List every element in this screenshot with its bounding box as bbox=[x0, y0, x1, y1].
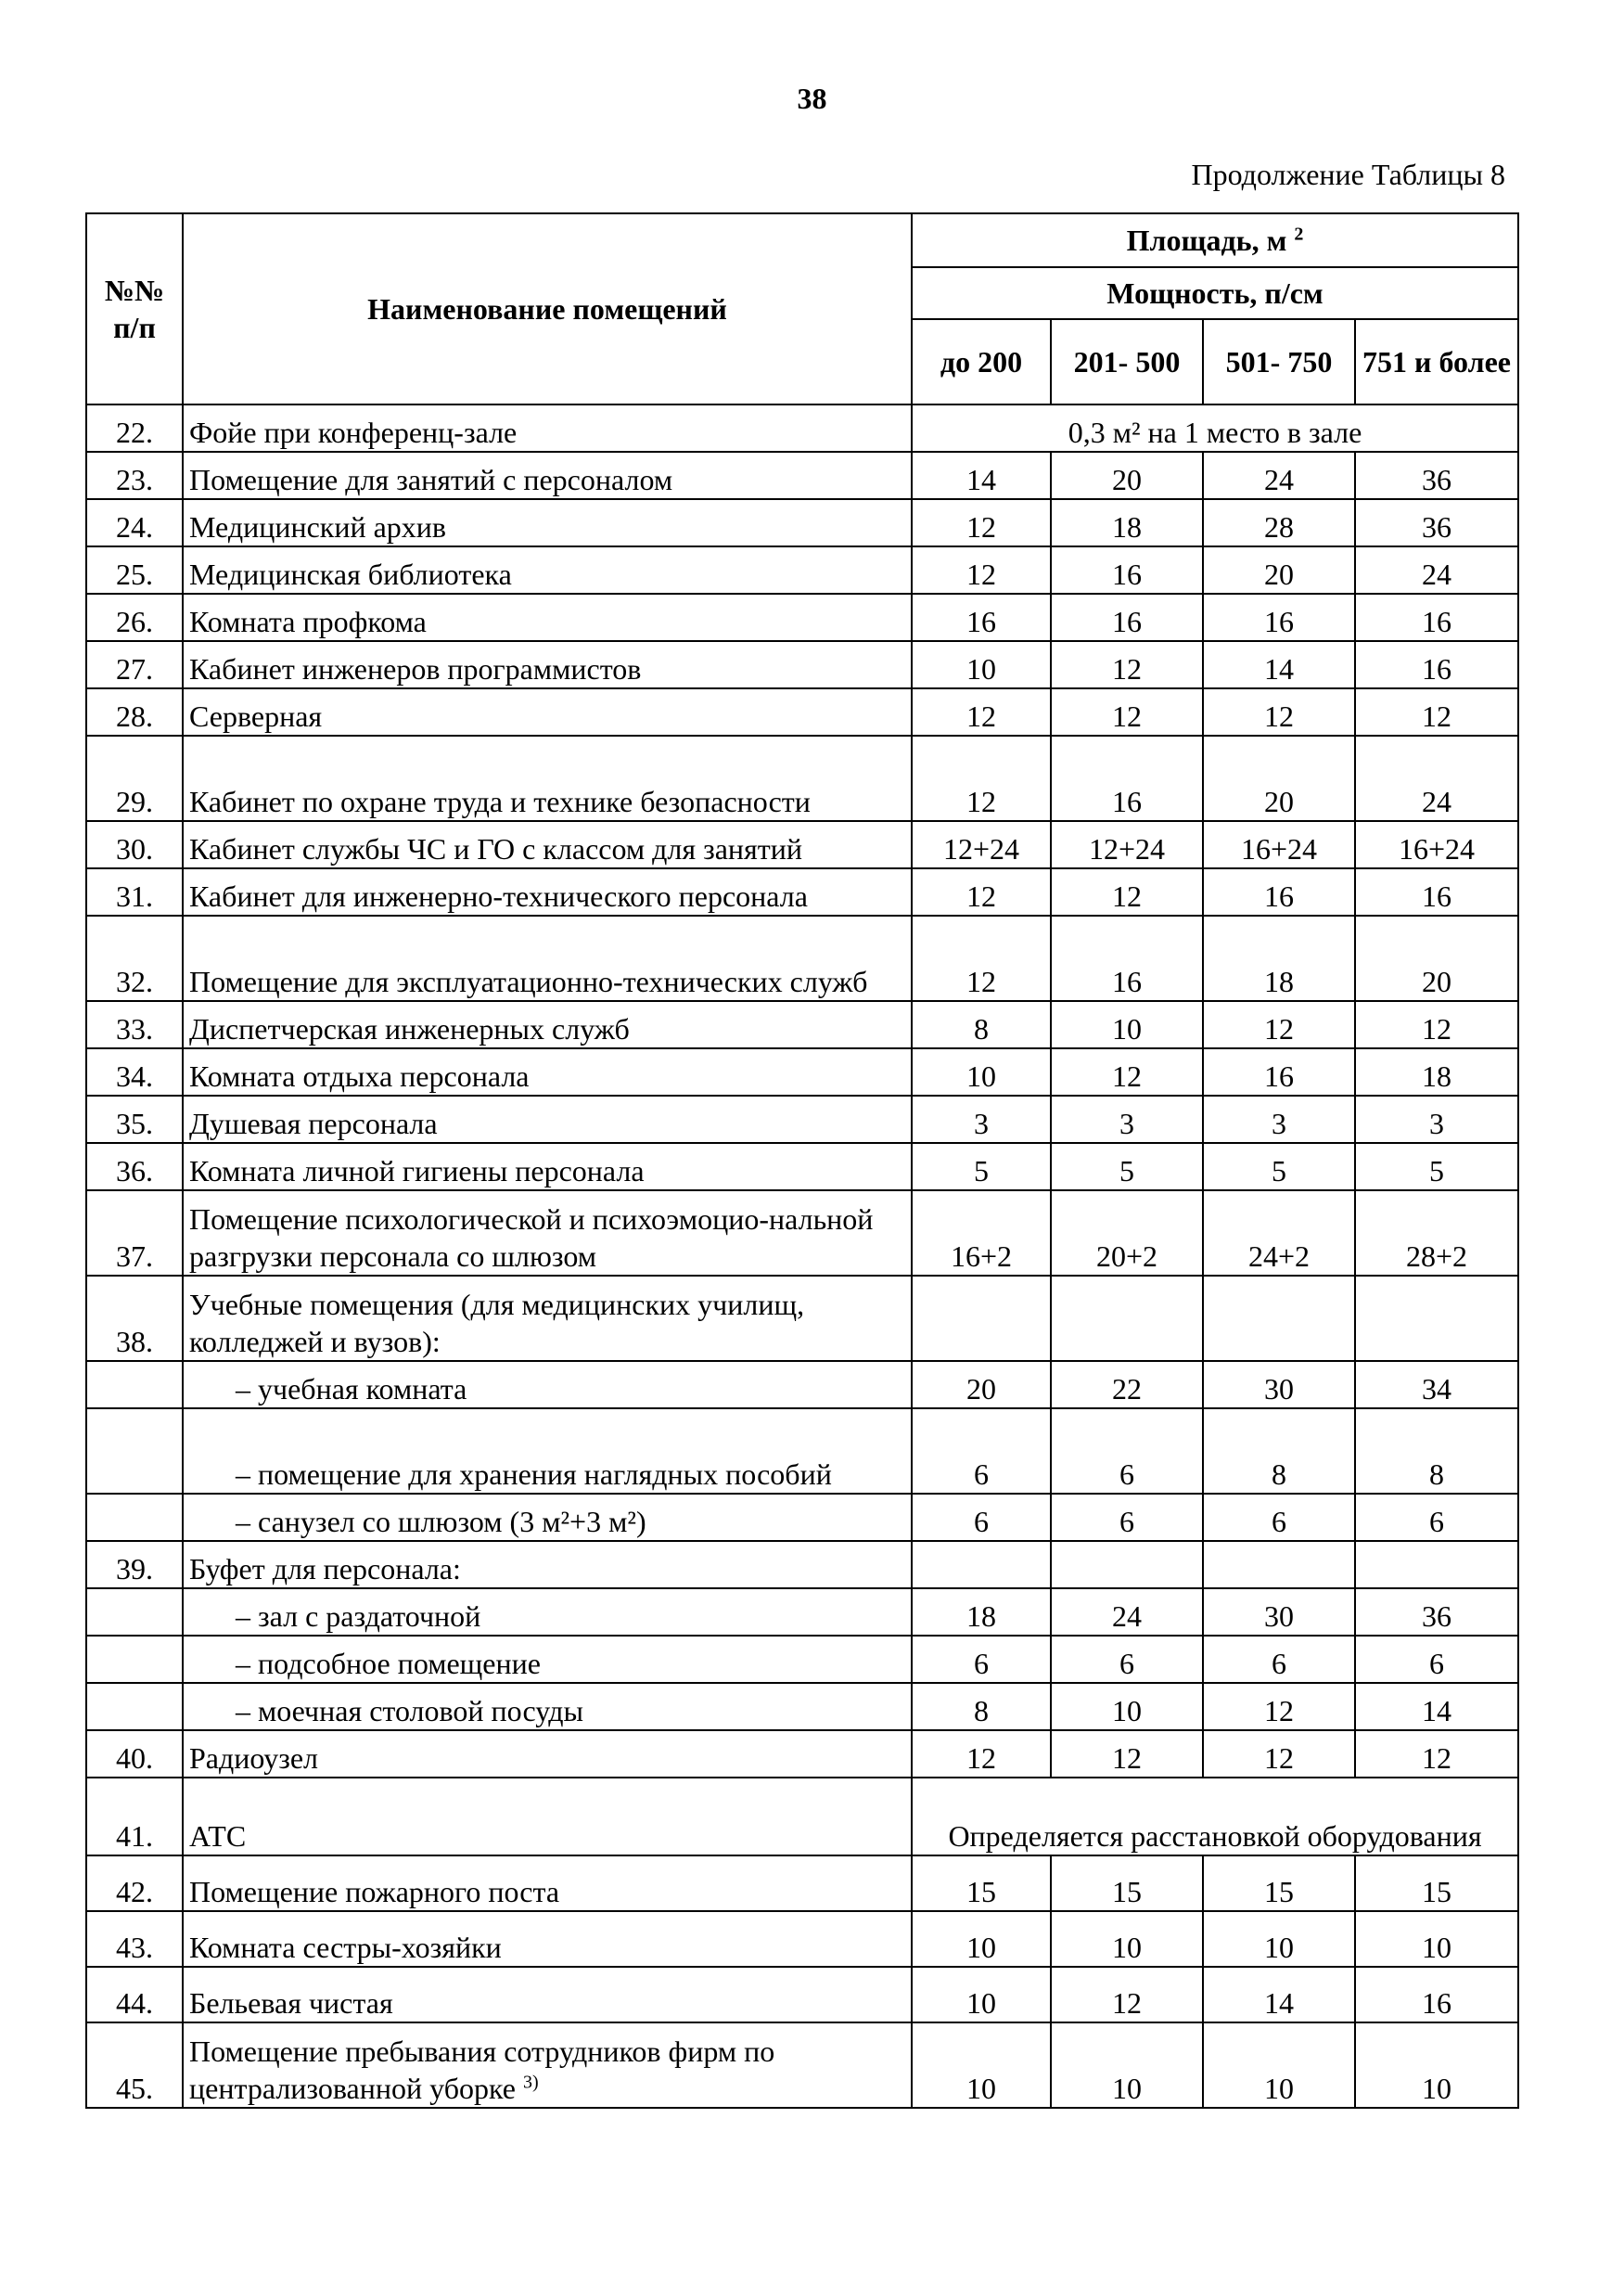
row-num: 38. bbox=[86, 1276, 183, 1361]
row-value: 3 bbox=[1355, 1096, 1518, 1143]
row-value: 20 bbox=[1203, 546, 1355, 594]
row-name: Фойе при конференц-зале bbox=[183, 404, 912, 452]
table-row bbox=[86, 736, 1518, 821]
table-row bbox=[86, 2022, 1518, 2108]
row-num: 23. bbox=[86, 452, 183, 499]
row-num bbox=[86, 1636, 183, 1683]
row-value: 14 bbox=[1203, 641, 1355, 688]
row-value: 3 bbox=[912, 1096, 1051, 1143]
row-name: Помещение пребывания сотрудников фирм по централизованной уборке bbox=[189, 2035, 775, 2105]
row-value: 30 bbox=[1203, 1361, 1355, 1408]
row-value: 12 bbox=[1051, 641, 1203, 688]
table-row bbox=[86, 1541, 1518, 1588]
table-row bbox=[86, 1143, 1518, 1190]
row-num: 37. bbox=[86, 1190, 183, 1276]
table-row bbox=[86, 1855, 1518, 1911]
table-row bbox=[86, 594, 1518, 641]
row-num bbox=[86, 1494, 183, 1541]
table-row bbox=[86, 1276, 1518, 1361]
row-name: Помещение для занятий с персоналом bbox=[183, 452, 912, 499]
row-value: 16 bbox=[1355, 641, 1518, 688]
row-value: 16 bbox=[1203, 594, 1355, 641]
row-value: 22 bbox=[1051, 1361, 1203, 1408]
table-row bbox=[86, 1494, 1518, 1541]
row-value: 12 bbox=[1203, 1683, 1355, 1730]
row-value: 18 bbox=[1355, 1048, 1518, 1096]
row-name: АТС bbox=[183, 1778, 912, 1855]
row-value: 10 bbox=[1051, 2022, 1203, 2108]
row-value: 3 bbox=[1203, 1096, 1355, 1143]
row-value: 28+2 bbox=[1355, 1190, 1518, 1276]
row-value: 20 bbox=[1355, 916, 1518, 1001]
row-value: 12 bbox=[1203, 1001, 1355, 1048]
row-name: Медицинский архив bbox=[183, 499, 912, 546]
row-name: Кабинет по охране труда и технике безопасности bbox=[183, 736, 912, 821]
row-num: 35. bbox=[86, 1096, 183, 1143]
row-value: 12 bbox=[1051, 1048, 1203, 1096]
page-number: 38 bbox=[797, 82, 827, 115]
row-num: 33. bbox=[86, 1001, 183, 1048]
row-value: 16+24 bbox=[1203, 821, 1355, 868]
row-name: Кабинет для инженерно-технического персонала bbox=[183, 868, 912, 916]
row-value: 18 bbox=[1051, 499, 1203, 546]
row-value bbox=[1203, 1541, 1355, 1588]
table-row bbox=[86, 821, 1518, 868]
row-value: 5 bbox=[1203, 1143, 1355, 1190]
row-value: 16 bbox=[1051, 736, 1203, 821]
row-num bbox=[86, 1361, 183, 1408]
row-value bbox=[1051, 1276, 1203, 1361]
table-row bbox=[86, 1190, 1518, 1276]
row-value: 12 bbox=[1355, 1001, 1518, 1048]
row-name: Серверная bbox=[183, 688, 912, 736]
row-value: 6 bbox=[1051, 1636, 1203, 1683]
row-value: 10 bbox=[1051, 1683, 1203, 1730]
table-row bbox=[86, 1361, 1518, 1408]
header-area-sup: 2 bbox=[1294, 224, 1304, 245]
row-value: 24 bbox=[1355, 736, 1518, 821]
row-value: 12+24 bbox=[1051, 821, 1203, 868]
row-value bbox=[912, 1276, 1051, 1361]
row-value: 16+2 bbox=[912, 1190, 1051, 1276]
row-value: 12 bbox=[912, 546, 1051, 594]
row-name: Комната профкома bbox=[183, 594, 912, 641]
header-row-1 bbox=[86, 213, 1518, 267]
row-num: 43. bbox=[86, 1911, 183, 1967]
row-value: 18 bbox=[912, 1588, 1051, 1636]
header-num: №№ п/п bbox=[86, 213, 183, 404]
table-row bbox=[86, 1967, 1518, 2022]
row-value: 16 bbox=[912, 594, 1051, 641]
row-num bbox=[86, 1683, 183, 1730]
table-row bbox=[86, 1001, 1518, 1048]
row-value bbox=[1051, 1541, 1203, 1588]
row-value: 10 bbox=[912, 2022, 1051, 2108]
row-value: 15 bbox=[1051, 1855, 1203, 1911]
row-value: 36 bbox=[1355, 499, 1518, 546]
row-num: 31. bbox=[86, 868, 183, 916]
row-value: 10 bbox=[1051, 1001, 1203, 1048]
table-row bbox=[86, 1408, 1518, 1494]
row-value: 8 bbox=[912, 1001, 1051, 1048]
row-name: Буфет для персонала: bbox=[183, 1541, 912, 1588]
row-value: 10 bbox=[1355, 2022, 1518, 2108]
row-name: Кабинет инженеров программистов bbox=[183, 641, 912, 688]
row-value: 6 bbox=[1355, 1636, 1518, 1683]
row-value: 30 bbox=[1203, 1588, 1355, 1636]
rooms-area-table bbox=[85, 212, 1519, 2109]
row-value: 15 bbox=[1355, 1855, 1518, 1911]
row-value: 20+2 bbox=[1051, 1190, 1203, 1276]
row-value: 24+2 bbox=[1203, 1190, 1355, 1276]
row-value bbox=[1203, 1276, 1355, 1361]
row-value: 12 bbox=[1051, 868, 1203, 916]
row-value: 6 bbox=[1051, 1494, 1203, 1541]
row-span-value: 0,3 м² на 1 место в зале bbox=[912, 404, 1518, 452]
table-row bbox=[86, 1778, 1518, 1855]
row-num: 41. bbox=[86, 1778, 183, 1855]
row-name: Комната отдыха персонала bbox=[183, 1048, 912, 1096]
row-value: 12 bbox=[1203, 688, 1355, 736]
row-value: 16 bbox=[1355, 868, 1518, 916]
row-name: Учебные помещения (для медицинских училищ, колледжей и вузов): bbox=[183, 1276, 912, 1361]
footnote-mark: 3) bbox=[522, 2072, 539, 2093]
row-value: 12 bbox=[912, 688, 1051, 736]
table-caption: Продолжение Таблицы 8 bbox=[1191, 158, 1505, 191]
row-value: 10 bbox=[1355, 1911, 1518, 1967]
row-num: 32. bbox=[86, 916, 183, 1001]
row-value: 14 bbox=[912, 452, 1051, 499]
row-value: 15 bbox=[912, 1855, 1051, 1911]
row-value: 6 bbox=[912, 1494, 1051, 1541]
row-value: 10 bbox=[912, 1967, 1051, 2022]
row-value: 8 bbox=[1355, 1408, 1518, 1494]
row-value: 20 bbox=[912, 1361, 1051, 1408]
row-value: 10 bbox=[912, 641, 1051, 688]
row-value: 8 bbox=[912, 1683, 1051, 1730]
row-value: 10 bbox=[1051, 1911, 1203, 1967]
row-value: 14 bbox=[1203, 1967, 1355, 2022]
row-value: 16 bbox=[1203, 1048, 1355, 1096]
row-name: Душевая персонала bbox=[183, 1096, 912, 1143]
row-value bbox=[912, 1541, 1051, 1588]
row-value: 12 bbox=[912, 916, 1051, 1001]
row-num: 39. bbox=[86, 1541, 183, 1588]
row-value: 5 bbox=[1051, 1143, 1203, 1190]
table-row bbox=[86, 1730, 1518, 1778]
header-col-3: 501- 750 bbox=[1203, 319, 1355, 404]
row-num: 45. bbox=[86, 2022, 183, 2108]
row-num: 30. bbox=[86, 821, 183, 868]
row-value: 3 bbox=[1051, 1096, 1203, 1143]
row-num: 27. bbox=[86, 641, 183, 688]
row-value: 10 bbox=[912, 1911, 1051, 1967]
row-name: – подсобное помещение bbox=[183, 1636, 912, 1683]
row-value: 20 bbox=[1203, 736, 1355, 821]
row-value: 12 bbox=[912, 499, 1051, 546]
row-value: 16+24 bbox=[1355, 821, 1518, 868]
row-value: 5 bbox=[912, 1143, 1051, 1190]
row-value: 5 bbox=[1355, 1143, 1518, 1190]
table-row bbox=[86, 916, 1518, 1001]
table-row bbox=[86, 868, 1518, 916]
header-col-2: 201- 500 bbox=[1051, 319, 1203, 404]
row-value: 10 bbox=[1203, 1911, 1355, 1967]
row-value: 12 bbox=[1355, 1730, 1518, 1778]
row-value: 10 bbox=[1203, 2022, 1355, 2108]
row-value: 24 bbox=[1355, 546, 1518, 594]
row-name: Комната сестры-хозяйки bbox=[183, 1911, 912, 1967]
row-name: Медицинская библиотека bbox=[183, 546, 912, 594]
row-value: 6 bbox=[912, 1408, 1051, 1494]
row-name: – моечная столовой посуды bbox=[183, 1683, 912, 1730]
row-value: 36 bbox=[1355, 1588, 1518, 1636]
row-name: Помещение пожарного поста bbox=[183, 1855, 912, 1911]
row-num: 22. bbox=[86, 404, 183, 452]
row-name: Помещение для эксплуатационно-технических служб bbox=[183, 916, 912, 1001]
table-row bbox=[86, 1048, 1518, 1096]
row-value: 18 bbox=[1203, 916, 1355, 1001]
row-value: 16 bbox=[1203, 868, 1355, 916]
table-row bbox=[86, 1911, 1518, 1967]
row-span-value: Определяется расстановкой оборудования bbox=[912, 1778, 1518, 1855]
row-value: 6 bbox=[1203, 1636, 1355, 1683]
row-name-with-note bbox=[183, 2022, 912, 2108]
table-row bbox=[86, 1588, 1518, 1636]
row-name: Комната личной гигиены персонала bbox=[183, 1143, 912, 1190]
row-name: – зал с раздаточной bbox=[183, 1588, 912, 1636]
table-row bbox=[86, 546, 1518, 594]
row-name: Радиоузел bbox=[183, 1730, 912, 1778]
row-value: 16 bbox=[1051, 546, 1203, 594]
row-value: 12 bbox=[912, 736, 1051, 821]
row-value bbox=[1355, 1276, 1518, 1361]
row-num: 44. bbox=[86, 1967, 183, 2022]
row-name: Помещение психологической и психоэмоцио-нальной разгрузки персонала со шлюзом bbox=[183, 1190, 912, 1276]
table-row bbox=[86, 404, 1518, 452]
table-row bbox=[86, 1096, 1518, 1143]
table-row bbox=[86, 641, 1518, 688]
row-value: 12 bbox=[912, 868, 1051, 916]
row-num: 25. bbox=[86, 546, 183, 594]
row-name: Диспетчерская инженерных служб bbox=[183, 1001, 912, 1048]
row-num: 29. bbox=[86, 736, 183, 821]
row-value: 16 bbox=[1355, 1967, 1518, 2022]
row-value: 36 bbox=[1355, 452, 1518, 499]
row-value: 20 bbox=[1051, 452, 1203, 499]
row-num: 24. bbox=[86, 499, 183, 546]
row-num: 26. bbox=[86, 594, 183, 641]
row-name: Кабинет службы ЧС и ГО с классом для занятий bbox=[183, 821, 912, 868]
row-value: 14 bbox=[1355, 1683, 1518, 1730]
row-value: 6 bbox=[1355, 1494, 1518, 1541]
row-num: 42. bbox=[86, 1855, 183, 1911]
row-num bbox=[86, 1408, 183, 1494]
table-row bbox=[86, 688, 1518, 736]
row-num bbox=[86, 1588, 183, 1636]
row-value: 34 bbox=[1355, 1361, 1518, 1408]
row-value: 12 bbox=[1203, 1730, 1355, 1778]
table-row bbox=[86, 499, 1518, 546]
row-value: 6 bbox=[1203, 1494, 1355, 1541]
row-name: Бельевая чистая bbox=[183, 1967, 912, 2022]
row-name: – санузел со шлюзом (3 м²+3 м²) bbox=[183, 1494, 912, 1541]
header-col-1: до 200 bbox=[912, 319, 1051, 404]
row-value: 16 bbox=[1051, 594, 1203, 641]
row-value: 12 bbox=[1051, 688, 1203, 736]
row-num: 34. bbox=[86, 1048, 183, 1096]
header-area-label: Площадь, м bbox=[1126, 224, 1287, 257]
table-row bbox=[86, 1636, 1518, 1683]
table-row bbox=[86, 1683, 1518, 1730]
table-row bbox=[86, 452, 1518, 499]
row-value: 24 bbox=[1203, 452, 1355, 499]
row-value: 16 bbox=[1051, 916, 1203, 1001]
row-value: 12 bbox=[912, 1730, 1051, 1778]
row-value bbox=[1355, 1541, 1518, 1588]
row-value: 12 bbox=[1355, 688, 1518, 736]
row-name: – учебная комната bbox=[183, 1361, 912, 1408]
header-area bbox=[912, 213, 1518, 267]
row-value: 12 bbox=[1051, 1730, 1203, 1778]
row-value: 6 bbox=[912, 1636, 1051, 1683]
row-value: 10 bbox=[912, 1048, 1051, 1096]
row-value: 15 bbox=[1203, 1855, 1355, 1911]
row-value: 8 bbox=[1203, 1408, 1355, 1494]
row-num: 40. bbox=[86, 1730, 183, 1778]
row-value: 16 bbox=[1355, 594, 1518, 641]
row-value: 12 bbox=[1051, 1967, 1203, 2022]
row-value: 28 bbox=[1203, 499, 1355, 546]
row-value: 12+24 bbox=[912, 821, 1051, 868]
row-num: 36. bbox=[86, 1143, 183, 1190]
row-value: 24 bbox=[1051, 1588, 1203, 1636]
header-col-4: 751 и более bbox=[1355, 319, 1518, 404]
header-name: Наименование помещений bbox=[183, 213, 912, 404]
header-capacity: Мощность, п/см bbox=[912, 267, 1518, 319]
row-value: 6 bbox=[1051, 1408, 1203, 1494]
row-name: – помещение для хранения наглядных пособий bbox=[183, 1408, 912, 1494]
row-num: 28. bbox=[86, 688, 183, 736]
